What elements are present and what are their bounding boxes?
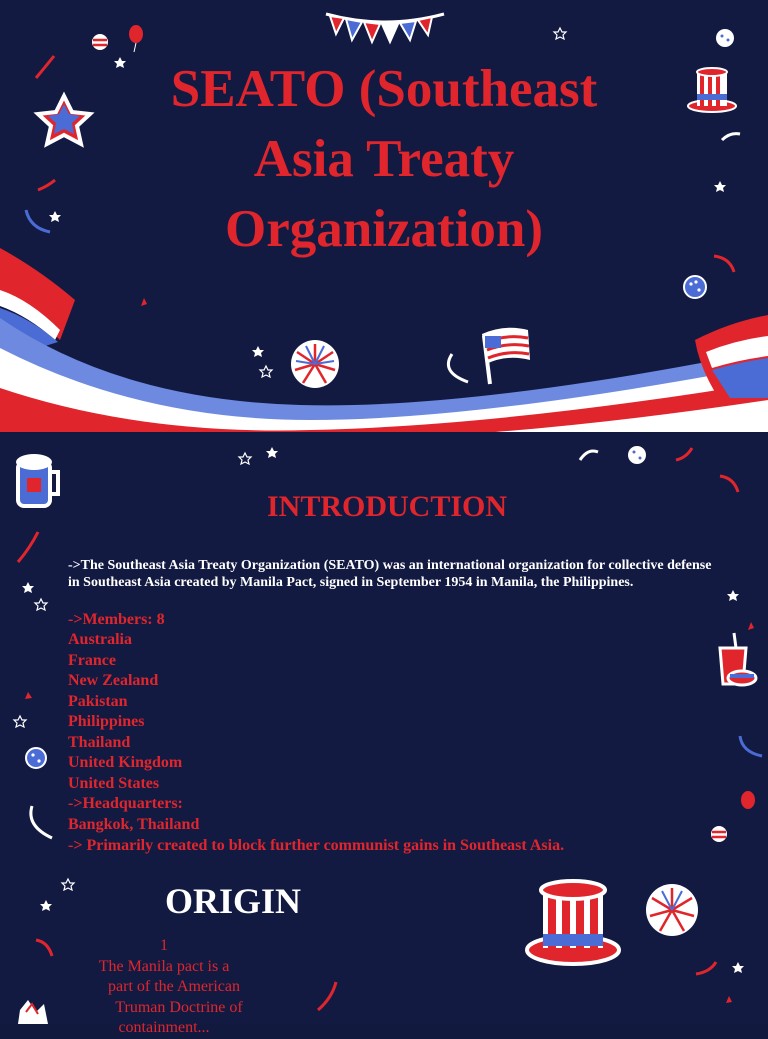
confetti-icon xyxy=(38,180,55,190)
hat-icon xyxy=(527,881,619,964)
confetti-icon xyxy=(448,354,468,382)
origin-line: The Manila pact is a xyxy=(98,957,230,975)
member-item: Thailand xyxy=(68,734,131,751)
headquarters-value: Bangkok, Thailand xyxy=(68,816,200,833)
title-line: Organization) xyxy=(225,200,543,258)
title-line: SEATO (Southeast xyxy=(170,60,598,118)
firework-icon xyxy=(646,884,698,936)
confetti-icon xyxy=(18,532,38,562)
starred-ball-icon xyxy=(628,446,646,464)
confetti-icon xyxy=(141,298,147,306)
confetti-icon xyxy=(748,622,754,630)
soda-cup-icon xyxy=(720,633,756,685)
origin-body xyxy=(84,936,244,1039)
confetti-icon xyxy=(25,692,32,699)
flag-icon xyxy=(482,328,530,384)
slide-title xyxy=(120,54,648,264)
balloon-icon xyxy=(741,791,755,809)
confetti-icon xyxy=(676,448,692,460)
confetti-icon xyxy=(722,134,740,140)
member-item: Pakistan xyxy=(68,693,128,710)
firework-icon xyxy=(291,340,339,388)
balloon-icon xyxy=(129,25,143,52)
origin-heading: ORIGIN xyxy=(165,881,302,921)
starred-ball-icon xyxy=(26,748,46,768)
origin-line: containment... xyxy=(118,1019,210,1036)
origin-line: 1 xyxy=(160,937,168,954)
starred-ball-icon xyxy=(716,29,734,47)
member-item: Australia xyxy=(68,631,132,648)
confetti-icon xyxy=(36,940,52,956)
origin-line: Truman Doctrine of xyxy=(115,998,243,1016)
starred-ball-icon xyxy=(684,276,706,298)
confetti-icon xyxy=(580,451,598,460)
hat-icon xyxy=(688,68,736,112)
title-line: Asia Treaty xyxy=(253,130,515,188)
confetti-icon xyxy=(714,256,734,272)
confetti-icon xyxy=(31,806,52,838)
confetti-icon xyxy=(26,210,50,232)
star-icon xyxy=(22,447,744,973)
striped-ball-icon xyxy=(711,826,727,842)
member-item: Philippines xyxy=(68,713,145,730)
member-item: New Zealand xyxy=(68,672,159,689)
ribbon-decoration xyxy=(0,248,768,432)
section-heading: INTRODUCTION xyxy=(266,490,508,523)
member-item: France xyxy=(68,652,116,669)
intro-paragraph: ->The Southeast Asia Treaty Organization (SEATO) was an international organization for collective defense in Southeast Asia created by Manila Pact, signed in September 1954 in Manila, the Philippines. xyxy=(68,558,712,590)
members-label: ->Members: 8 xyxy=(68,611,165,628)
confetti-icon xyxy=(740,736,762,756)
star-badge-icon xyxy=(38,96,90,144)
bunting-icon xyxy=(326,14,444,42)
headquarters-label: ->Headquarters: xyxy=(68,795,183,812)
purpose-text: -> Primarily created to block further communist gains in Southeast Asia. xyxy=(68,837,565,854)
firework-icon xyxy=(18,1000,48,1024)
confetti-icon xyxy=(696,962,716,974)
confetti-icon xyxy=(726,996,732,1003)
confetti-icon xyxy=(318,982,336,1010)
title-slide xyxy=(0,0,768,432)
member-item: United States xyxy=(68,775,160,792)
striped-ball-icon xyxy=(92,34,108,50)
confetti-icon xyxy=(36,56,54,78)
member-item: United Kingdom xyxy=(68,754,183,771)
origin-line: part of the American xyxy=(108,978,240,995)
